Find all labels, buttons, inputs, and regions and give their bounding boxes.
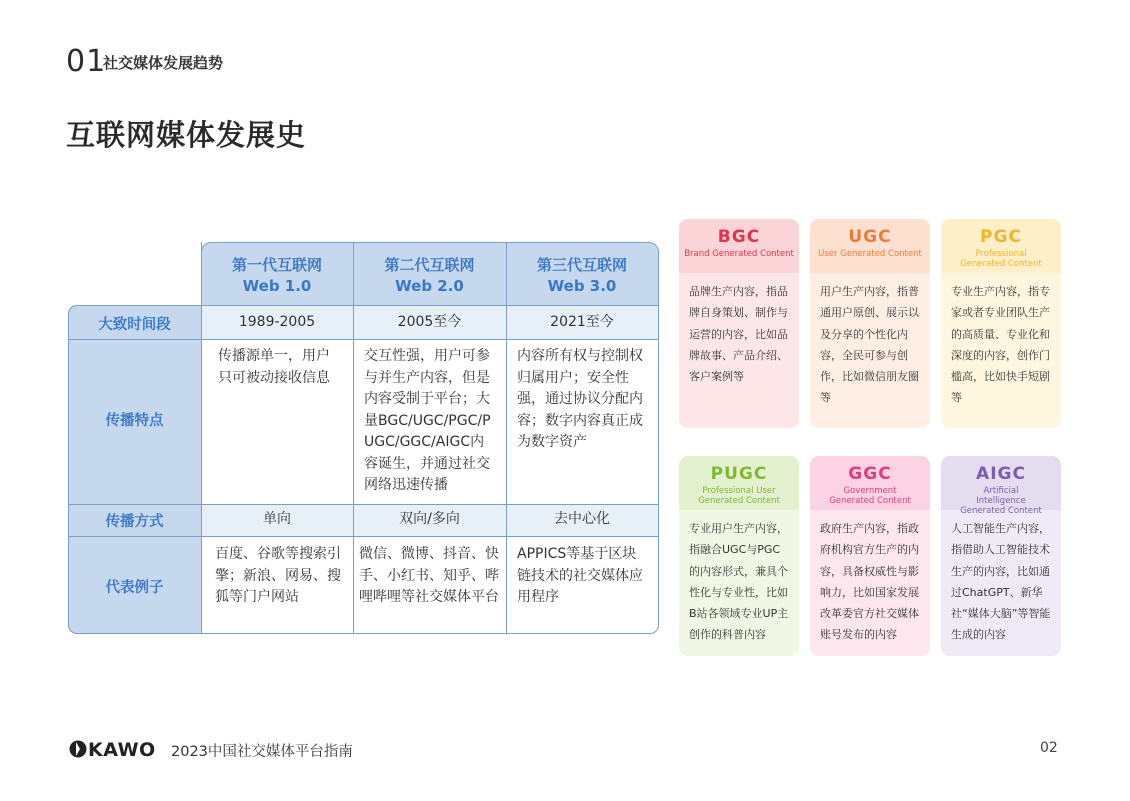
card-body: 用户生产内容，指普通用户原创、展示以及分享的个性化内容，全民可参与创作，比如微信朋友圈等 bbox=[820, 285, 919, 405]
card-title: AIGC bbox=[976, 464, 1026, 484]
card-body: 人工智能生产内容，指借助人工智能技术生产的内容，比如通过ChatGPT、新华社“媒体大脑”等智能生成的内容 bbox=[951, 522, 1051, 642]
table-cell: 2021至今 bbox=[550, 314, 614, 330]
card-subtitle: User Generated Content bbox=[818, 249, 922, 259]
card-header bbox=[679, 219, 799, 273]
card-title: GGC bbox=[848, 464, 892, 484]
row-label-examples: 代表例子 bbox=[105, 580, 164, 596]
table-cell: 微信、微博、抖音、快手、小红书、知乎、哔哩哔哩等社交媒体平台 bbox=[359, 546, 499, 605]
card-body: 政府生产内容，指政府机构官方生产的内容，具备权威性与影响力，比如国家发展改革委官方社交媒体账号发布的内容 bbox=[820, 522, 919, 642]
card-subtitle: Brand Generated Content bbox=[684, 249, 794, 259]
section-number: 01 bbox=[66, 44, 107, 79]
page-title: 互联网媒体发展史 bbox=[66, 118, 307, 152]
row-label-method: 传播方式 bbox=[105, 514, 164, 530]
kawo-logo-icon bbox=[68, 739, 88, 764]
card-subtitle: Government Generated Content bbox=[829, 486, 911, 506]
column-header-web2: 第二代互联网 Web 2.0 bbox=[384, 256, 475, 295]
table-cell: 1989-2005 bbox=[238, 314, 316, 330]
card-bgc bbox=[679, 219, 799, 428]
page-number: 02 bbox=[1040, 740, 1058, 756]
card-header bbox=[679, 456, 799, 510]
card-subtitle: Artificial Intelligence Generated Content bbox=[960, 486, 1042, 516]
table-cell: 百度、谷歌等搜索引擎；新浪、网易、搜狐等门户网站 bbox=[215, 546, 341, 605]
card-header bbox=[941, 456, 1061, 516]
footer-logo: KAWO bbox=[68, 739, 156, 764]
card-title: PGC bbox=[980, 227, 1022, 247]
footer-title: 2023中国社交媒体平台指南 bbox=[171, 744, 353, 760]
card-header bbox=[810, 219, 930, 273]
table-cell: 内容所有权与控制权归属用户；安全性强，通过协议分配内容；数字内容真正成为数字资产 bbox=[517, 348, 643, 450]
card-subtitle: Professional User Generated Content bbox=[698, 486, 780, 506]
card-body: 专业用户生产内容，指融合UGC与PGC的内容形式，兼具个性化与专业性，比如B站各领域专业UP主创作的科普内容 bbox=[689, 522, 789, 642]
column-header-web1: 第一代互联网 Web 1.0 bbox=[231, 256, 322, 295]
table-cell: 双向/多向 bbox=[399, 511, 460, 527]
section-name: 社交媒体发展趋势 bbox=[103, 54, 224, 72]
card-title: UGC bbox=[848, 227, 892, 247]
card-aigc bbox=[941, 456, 1061, 656]
card-title: PUGC bbox=[710, 464, 768, 484]
row-label-period: 大致时间段 bbox=[98, 317, 171, 333]
row-label-features: 传播特点 bbox=[105, 413, 164, 429]
card-body: 专业生产内容，指专家或者专业团队生产的高质量、专业化和深度的内容，创作门槛高，比如快手短剧等 bbox=[951, 285, 1050, 405]
card-pgc bbox=[941, 219, 1061, 428]
card-ggc bbox=[810, 456, 930, 656]
card-header bbox=[810, 456, 930, 510]
table-cell: APPICS等基于区块链技术的社交媒体应用程序 bbox=[517, 546, 643, 605]
table-cell: 单向 bbox=[263, 511, 291, 527]
table-cell: 2005至今 bbox=[397, 314, 462, 330]
table-cell: 去中心化 bbox=[554, 511, 610, 527]
card-title: BGC bbox=[717, 227, 761, 247]
card-pugc bbox=[679, 456, 799, 656]
card-header bbox=[941, 219, 1061, 273]
card-subtitle: Professional Generated Content bbox=[960, 249, 1042, 269]
card-body: 品牌生产内容，指品牌自身策划、制作与运营的内容，比如品牌故事、产品介绍、客户案例等 bbox=[689, 285, 788, 384]
column-header-web3: 第三代互联网 Web 3.0 bbox=[536, 256, 627, 295]
card-ugc bbox=[810, 219, 930, 428]
table-cell: 交互性强，用户可参与并生产内容，但是内容受制于平台；大量BGC/UGC/PGC/PUGC/GGC/AIGC内容诞生，并通过社交网络迅速传播 bbox=[364, 348, 491, 493]
table-cell: 传播源单一，用户只可被动接收信息 bbox=[218, 348, 330, 386]
